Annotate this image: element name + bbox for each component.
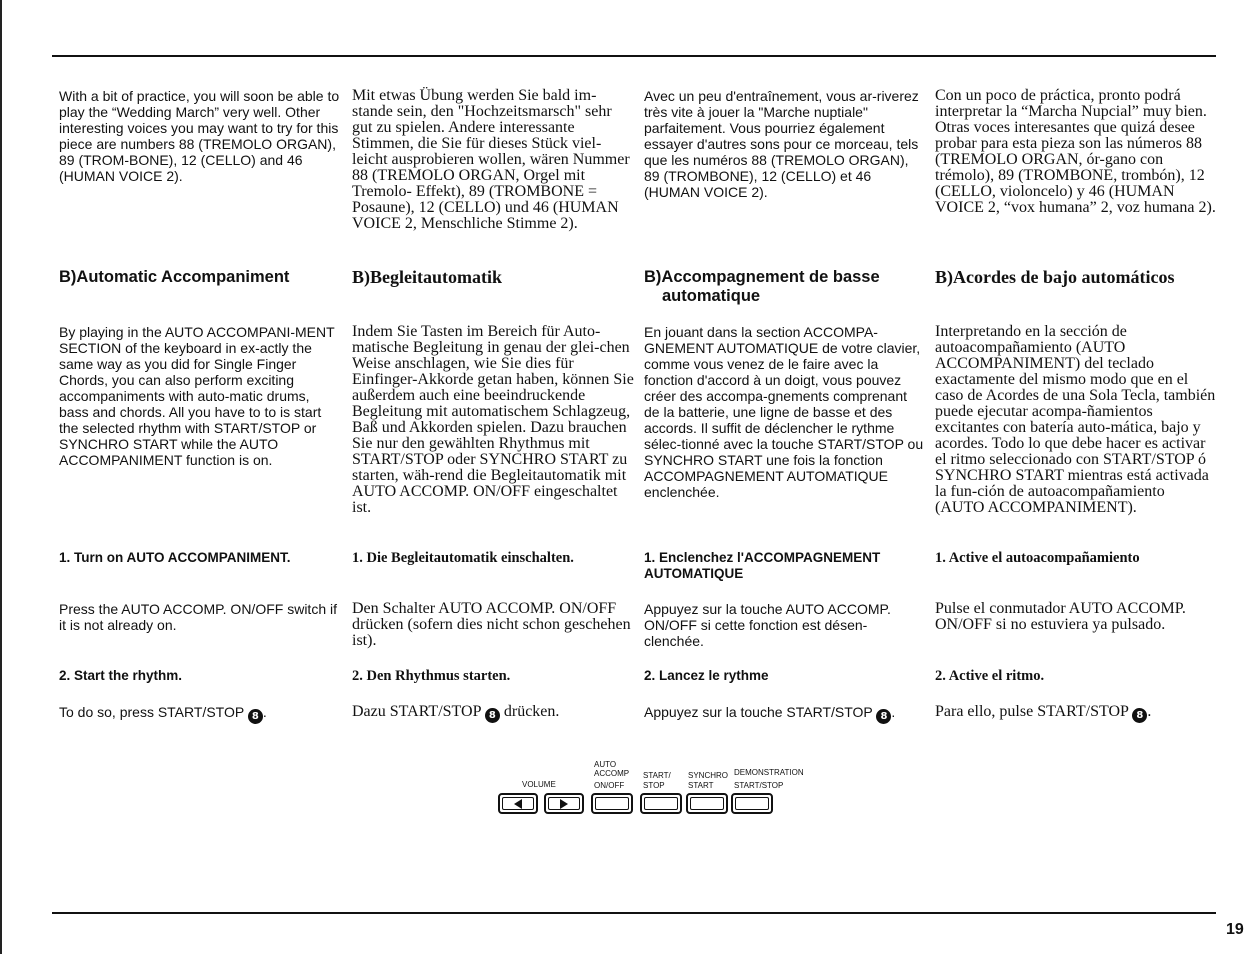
step2-en: 2. Start the rhythm. bbox=[59, 668, 183, 683]
step1-body-es: Pulse el conmutador AUTO ACCOMP. ON/OFF si no estuviera ya pulsado. bbox=[935, 600, 1186, 633]
page-number: 19 bbox=[1226, 921, 1244, 938]
synchro-start-button[interactable] bbox=[686, 793, 728, 814]
panel-label-startstop-1: START/ bbox=[643, 771, 671, 780]
start-stop-button[interactable] bbox=[640, 793, 682, 814]
body-fr: En jouant dans la section ACCOMPA-GNEMENT AUTOMATIQUE de votre clavier, comme vous venez de le faire avec la fonction d'accord à un doigt, vous pouvez créer des accompa-gnements comprenant de la batterie, une ligne de basse et des accords. Il suffit de déclencher le rythme sélec-tionné avec la touche START/STOP ou SYNCHRO START une fois la fonction ACCOMPAGNEMENT AUTOMATIQUE enclenchée. bbox=[644, 324, 924, 500]
step2-body-es-text: Para ello, pulse START/STOP bbox=[935, 703, 1129, 720]
step2-body-es bbox=[935, 704, 1217, 723]
panel-label-startstop-2: STOP bbox=[643, 781, 665, 790]
reference-number-badge: 8 bbox=[485, 708, 500, 723]
heading-fr-line2: automatique bbox=[662, 287, 761, 305]
reference-number-badge: 8 bbox=[1132, 708, 1147, 723]
body-de: Indem Sie Tasten im Bereich für Auto-matische Begleitung in genau der glei-chen Weise anschlagen, wie Sie dies für Einfinger-Akkorde getan haben, können Sie außerdem auch eine beeindruckende Begleitung mit automatischem Schlagzeug, Baß und Akkorden spielen. Dazu brauchen Sie nur den gewählten Rhythmus mit START/STOP oder SYNCHRO START zu starten, wäh-rend die Begleitautomatik mit AUTO ACCOMP. ON/OFF eingeschaltet ist. bbox=[352, 323, 634, 516]
step2-body-es-end: . bbox=[1147, 703, 1152, 720]
body-en: By playing in the AUTO ACCOMPANI-MENT SECTION of the keyboard in ex-actly the same way as you did for Single Finger Chords, you can also perform exciting accompaniments with auto-matic drums, bass and chords. All you have to to is start the selected rhythm with START/STOP or SYNCHRO START while the AUTO ACCOMPANIMENT function is on. bbox=[59, 324, 335, 468]
arrow-right-icon bbox=[560, 799, 568, 809]
step1-en: 1. Turn on AUTO ACCOMPANIMENT. bbox=[59, 550, 291, 565]
intro-en: With a bit of practice, you will soon be able to play the “Wedding March” very well. Other interesting voices you may want to try for this piece are numbers 88 (TREMOLO ORGAN), 89 (TROM-BONE), 12 (CELLO) and 46 (HUMAN VOICE 2). bbox=[59, 88, 340, 184]
panel-label-auto-2: ACCOMP bbox=[594, 769, 630, 778]
step2-body-de-text: Dazu START/STOP bbox=[352, 703, 481, 720]
panel-label-synchro-2: START bbox=[688, 781, 714, 790]
panel-label-demo-1: DEMONSTRATION bbox=[734, 768, 804, 777]
top-rule bbox=[52, 55, 1216, 57]
step1-body-en: Press the AUTO ACCOMP. ON/OFF switch if it is not already on. bbox=[59, 601, 337, 633]
step2-es: 2. Active el ritmo. bbox=[935, 668, 1045, 684]
reference-number-badge: 8 bbox=[248, 709, 263, 724]
step2-body-en bbox=[59, 704, 341, 724]
heading-de: B)Begleitautomatik bbox=[352, 267, 502, 287]
panel-label-auto-3: ON/OFF bbox=[594, 781, 625, 790]
panel-label-demo-2: START/STOP bbox=[734, 781, 784, 790]
panel-label-synchro-1: SYNCHRO bbox=[688, 771, 729, 780]
step2-body-en-end: . bbox=[262, 704, 267, 720]
step2-body-fr-text: Appuyez sur la touche START/STOP bbox=[644, 704, 873, 720]
body-es: Interpretando en la sección de autoacompañamiento (AUTO ACCOMPANIMENT) del teclado exactamente del mismo modo que en el caso de Acordes de una Sola Tecla, también puede ejecutar acompa-ñamientos excitantes con batería auto-mática, bajo y acordes. Todo lo que debe hacer es activar el ritmo seleccionado con START/STOP ó SYNCHRO START mientras está activada la fun-ción de autoacompañamiento (AUTO ACCOMPANIMENT). bbox=[935, 323, 1216, 516]
step2-body-de-end: drücken. bbox=[503, 703, 560, 720]
step2-fr: 2. Lancez le rythme bbox=[644, 668, 769, 683]
step1-de: 1. Die Begleitautomatik einschalten. bbox=[352, 550, 574, 566]
intro-de: Mit etwas Übung werden Sie bald im-stande sein, den "Hochzeitsmarsch" sehr gut zu spielen. Andere interessante Stimmen, die Sie für dieses Stück viel-leicht ausprobieren wollen, wären Nummer 88 (TREMOLO ORGAN, Orgel mit Tremolo- Effekt), 89 (TROMBONE = Posaune), 12 (CELLO) und 46 (HUMAN VOICE 2, Menschliche Stimme 2). bbox=[352, 87, 630, 232]
arrow-left-icon bbox=[514, 799, 522, 809]
step2-body-fr bbox=[644, 704, 926, 724]
step2-body-fr-end: . bbox=[891, 704, 896, 720]
step2-body-en-text: To do so, press START/STOP bbox=[59, 704, 244, 720]
heading-fr bbox=[644, 268, 926, 306]
step1-body-de: Den Schalter AUTO ACCOMP. ON/OFF drücken (sofern dies nicht schon geschehen ist). bbox=[352, 600, 631, 649]
step1-fr-line1: 1. Enclenchez l'ACCOMPAGNEMENT bbox=[644, 550, 881, 565]
page-edge-line bbox=[0, 0, 2, 954]
intro-fr: Avec un peu d'entraînement, vous ar-riverez très vite à jouer la "Marche nuptiale" parfaitement. Vous pourriez également essayer d'autres sons pour ce morceau, tels que les numéros 88 (TREMOLO ORGAN), 89 (TROMBONE), 12 (CELLO) et 46 (HUMAN VOICE 2). bbox=[644, 88, 919, 200]
heading-en: B)Automatic Accompaniment bbox=[59, 268, 290, 286]
heading-fr-line1: B)Accompagnement de basse bbox=[644, 268, 880, 286]
reference-number-badge: 8 bbox=[876, 709, 891, 724]
bottom-rule bbox=[52, 912, 1216, 914]
auto-accomp-button[interactable] bbox=[591, 793, 633, 814]
step2-de: 2. Den Rhythmus starten. bbox=[352, 668, 511, 684]
demo-start-stop-button[interactable] bbox=[731, 793, 773, 814]
volume-down-button[interactable] bbox=[498, 793, 538, 814]
intro-es: Con un poco de práctica, pronto podrá interpretar la “Marcha Nupcial” muy bien. Otras voces interesantes que quizá desee probar para esta pieza son las números 88 (TREMOLO ORGAN, ór-gano con trémolo), 89 (TROMBONE, trombón), 12 (CELLO, violoncelo) y 46 (HUMAN VOICE 2, “vox humana” 2, voz humana 2). bbox=[935, 87, 1216, 216]
step2-body-de bbox=[352, 704, 634, 723]
step1-fr bbox=[644, 550, 926, 582]
step1-fr-line2: AUTOMATIQUE bbox=[644, 566, 744, 581]
heading-es: B)Acordes de bajo automáticos bbox=[935, 267, 1175, 287]
volume-up-button[interactable] bbox=[544, 793, 584, 814]
panel-label-volume: VOLUME bbox=[522, 780, 556, 789]
step1-body-fr: Appuyez sur la touche AUTO ACCOMP. ON/OFF si cette fonction est désen-clenchée. bbox=[644, 601, 891, 649]
panel-label-auto-1: AUTO bbox=[594, 760, 617, 769]
step1-es: 1. Active el autoacompañamiento bbox=[935, 550, 1140, 566]
